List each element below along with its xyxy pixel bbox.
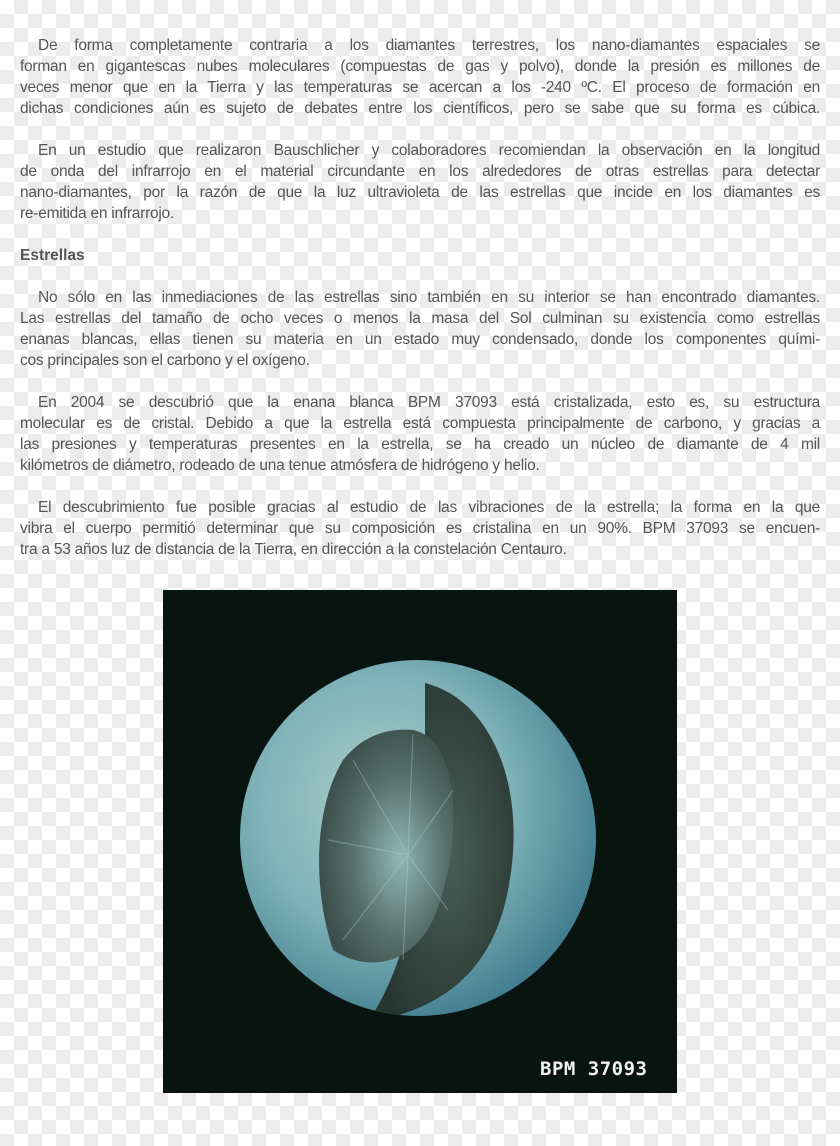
section-heading: Estrellas xyxy=(20,247,85,264)
white-dwarf-illustration xyxy=(163,590,677,1093)
text-line: dichas condiciones aún es sujeto de debates entre los científicos, pero se sabe que su forma es cúbica. xyxy=(20,100,820,117)
paragraph-stars xyxy=(20,287,820,371)
text-line: tra a 53 años luz de distancia de la Tierra, en dirección a la constelación Centauro. xyxy=(20,541,567,558)
text-line: re-emitida en infrarrojo. xyxy=(20,205,174,222)
text-line: De forma completamente contraria a los diamantes terrestres, los nano-diamantes espaciales se xyxy=(38,37,820,54)
text-line: nano-diamantes, por la razón de que la luz ultravioleta de las estrellas que incide en los diamantes es xyxy=(20,184,820,201)
document-body xyxy=(20,35,820,581)
text-line: veces menor que en la Tierra y las temperaturas se acercan a los -240 ºC. El proceso de formación en xyxy=(20,79,820,96)
text-line: En 2004 se descubrió que la enana blanca BPM 37093 está cristalizada, esto es, su estructura xyxy=(38,394,820,411)
paragraph-bpm37093 xyxy=(20,392,820,476)
text-line: molecular es de cristal. Debido a que la estrella está compuesta principalmente de carbono, y gracias a xyxy=(20,415,820,432)
paragraph-bauschlicher xyxy=(20,140,820,224)
text-line: vibra el cuerpo permitió determinar que su composición es cristalina en un 90%. BPM 37093 se encuen- xyxy=(20,520,820,537)
text-line: En un estudio que realizaron Bauschlicher y colaboradores recomiendan la observación en la longitud xyxy=(38,142,820,159)
text-line: las presiones y temperaturas presentes en la estrella, se ha creado un núcleo de diamante de 4 mil xyxy=(20,436,820,453)
text-line: kilómetros de diámetro, rodeado de una tenue atmósfera de hidrógeno y helio. xyxy=(20,457,540,474)
text-line: enanas blancas, ellas tienen su materia en un estado muy condensado, donde los componentes quími- xyxy=(20,331,820,348)
text-line: El descubrimiento fue posible gracias al estudio de las vibraciones de la estrella; la forma en la que xyxy=(38,499,820,516)
text-line: de onda del infrarrojo en el material circundante en los alrededores de otras estrellas para detectar xyxy=(20,163,820,180)
text-line: cos principales son el carbono y el oxígeno. xyxy=(20,352,310,369)
text-line: No sólo en las inmediaciones de las estrellas sino también en su interior se han encontrado diamantes. xyxy=(38,289,820,306)
text-line: forman en gigantescas nubes moleculares (compuestas de gas y polvo), donde la presión es millones de xyxy=(20,58,820,75)
paragraph-nanodiamonds xyxy=(20,35,820,119)
figure-caption: BPM 37093 xyxy=(540,1058,648,1080)
text-line: Las estrellas del tamaño de ocho veces o menos la masa del Sol culminan su existencia como estrellas xyxy=(20,310,820,327)
crystallized-star-image xyxy=(163,590,677,1093)
paragraph-discovery xyxy=(20,497,820,560)
